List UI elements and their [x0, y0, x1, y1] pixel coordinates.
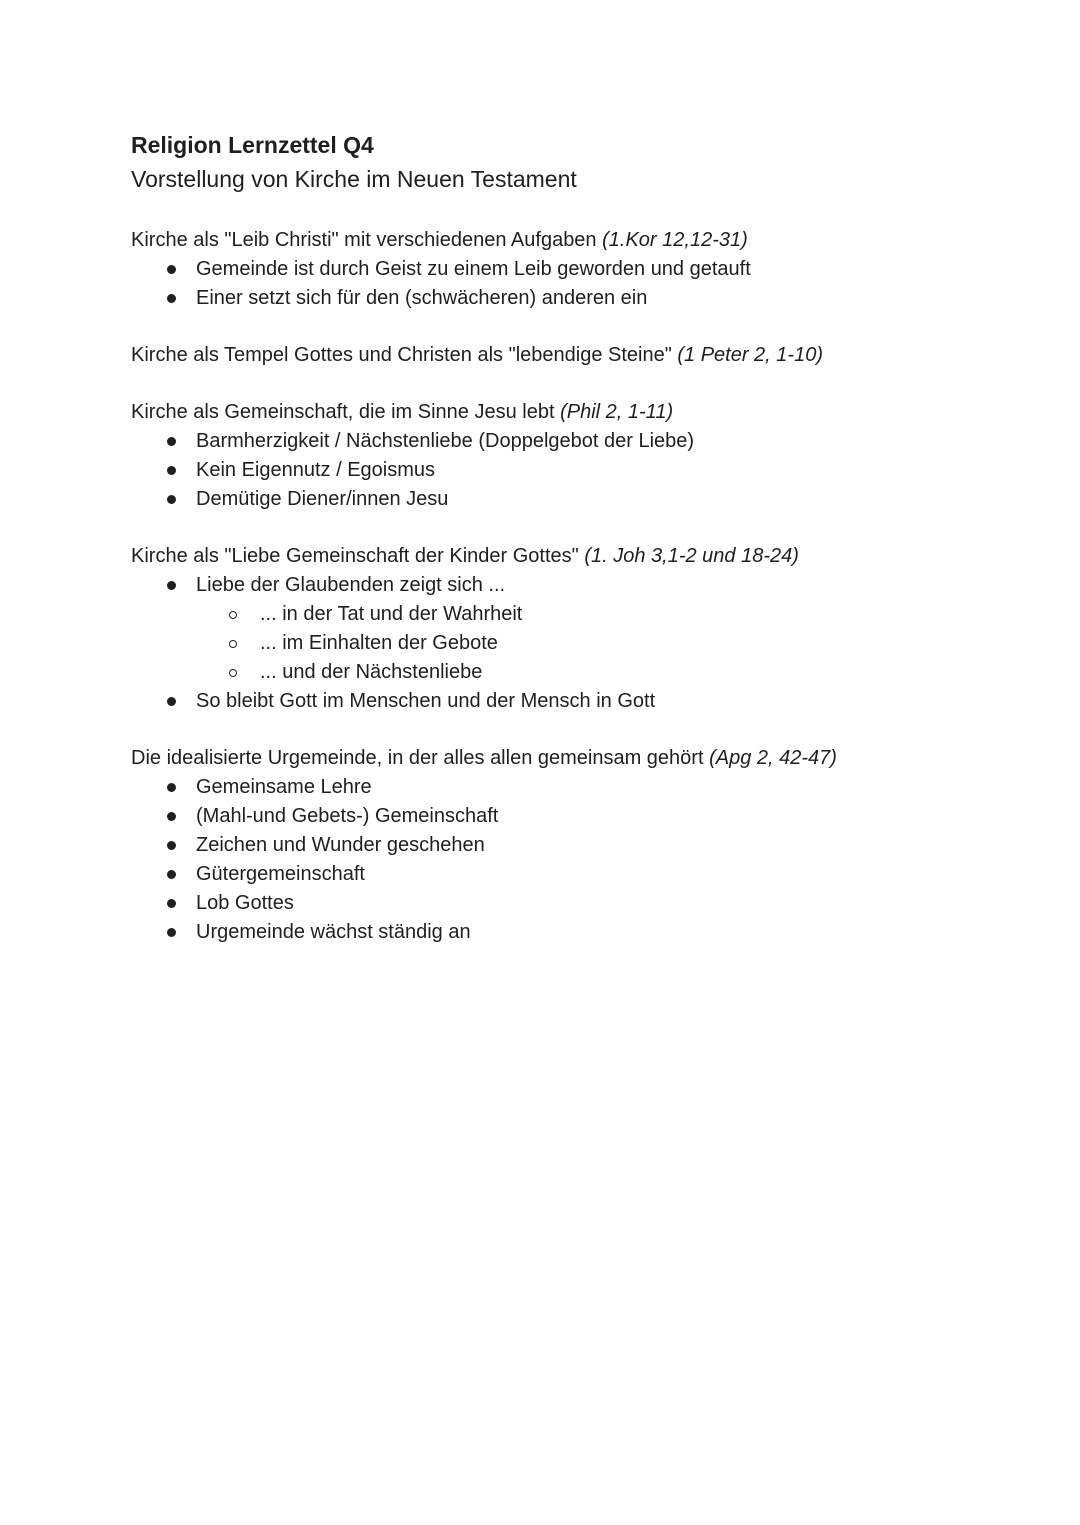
bullet-icon [167, 697, 176, 706]
bullet-list [131, 255, 991, 313]
section-tempel-gottes [131, 341, 991, 370]
bullet-icon [167, 495, 176, 504]
sub-list-item-text: ... und der Nächstenliebe [260, 661, 483, 683]
list-item-text: Einer setzt sich für den (schwächeren) anderen ein [196, 287, 648, 309]
bullet-icon [167, 783, 176, 792]
document-subtitle: Vorstellung von Kirche im Neuen Testament [131, 166, 577, 192]
list-item-text: Kein Eigennutz / Egoismus [196, 459, 436, 481]
sub-list-item [131, 629, 991, 658]
bullet-icon [167, 581, 176, 590]
bullet-icon [167, 437, 176, 446]
sub-list-item-text: ... im Einhalten der Gebote [260, 632, 498, 654]
list-item [131, 255, 991, 284]
bible-reference: (Apg 2, 42-47) [709, 747, 837, 769]
bullet-icon [167, 812, 176, 821]
heading-text: Kirche als "Liebe Gemeinschaft der Kinder Gottes" [131, 545, 585, 567]
bullet-icon [167, 265, 176, 274]
list-item-text: So bleibt Gott im Menschen und der Mensch in Gott [196, 690, 656, 712]
bullet-list [131, 571, 991, 600]
section-heading [131, 226, 991, 255]
heading-text: Kirche als "Leib Christi" mit verschiedenen Aufgaben [131, 229, 603, 251]
list-item-text: Liebe der Glaubenden zeigt sich ... [196, 574, 506, 596]
bullet-list [131, 773, 991, 947]
list-item [131, 571, 991, 600]
document-title: Religion Lernzettel Q4 [131, 132, 374, 158]
list-item [131, 427, 991, 456]
bible-reference: (1 Peter 2, 1-10) [677, 344, 823, 366]
sub-bullet-list [131, 600, 991, 687]
list-item-text: (Mahl-und Gebets-) Gemeinschaft [196, 805, 499, 827]
list-item [131, 831, 991, 860]
bullet-icon [167, 870, 176, 879]
heading-text: Kirche als Tempel Gottes und Christen als "lebendige Steine" [131, 344, 678, 366]
bullet-icon [167, 466, 176, 475]
list-item [131, 802, 991, 831]
list-item-text: Gemeinde ist durch Geist zu einem Leib geworden und getauft [196, 258, 751, 280]
section-leib-christi [131, 226, 991, 313]
bullet-list [131, 687, 991, 716]
list-item-text: Gütergemeinschaft [196, 863, 365, 885]
list-item-text: Lob Gottes [196, 892, 294, 914]
sub-list-item [131, 600, 991, 629]
bullet-icon [167, 899, 176, 908]
list-item-text: Zeichen und Wunder geschehen [196, 834, 485, 856]
bullet-icon [167, 841, 176, 850]
list-item [131, 773, 991, 802]
section-heading [131, 341, 991, 370]
heading-text: Die idealisierte Urgemeinde, in der alles allen gemeinsam gehört [131, 747, 710, 769]
list-item [131, 456, 991, 485]
list-item-text: Urgemeinde wächst ständig an [196, 921, 471, 943]
sub-list-item-text: ... in der Tat und der Wahrheit [260, 603, 523, 625]
section-heading [131, 398, 991, 427]
section-heading [131, 542, 991, 571]
bible-reference: (1. Joh 3,1-2 und 18-24) [584, 545, 799, 567]
list-item [131, 485, 991, 514]
bullet-icon [167, 294, 176, 303]
bullet-icon [167, 928, 176, 937]
section-kinder-gottes [131, 542, 991, 716]
list-item [131, 284, 991, 313]
hollow-bullet-icon [229, 640, 237, 648]
list-item [131, 889, 991, 918]
section-heading [131, 744, 991, 773]
section-urgemeinde [131, 744, 991, 947]
list-item [131, 860, 991, 889]
hollow-bullet-icon [229, 611, 237, 619]
document-page [131, 128, 991, 975]
list-item [131, 918, 991, 947]
list-item [131, 687, 991, 716]
hollow-bullet-icon [229, 669, 237, 677]
heading-text: Kirche als Gemeinschaft, die im Sinne Jesu lebt [131, 401, 561, 423]
bible-reference: (1.Kor 12,12-31) [602, 229, 748, 251]
sub-list-item [131, 658, 991, 687]
bible-reference: (Phil 2, 1-11) [560, 401, 674, 423]
list-item-text: Barmherzigkeit / Nächstenliebe (Doppelgebot der Liebe) [196, 430, 695, 452]
bullet-list [131, 427, 991, 514]
list-item-text: Gemeinsame Lehre [196, 776, 372, 798]
section-gemeinschaft-jesu [131, 398, 991, 514]
list-item-text: Demütige Diener/innen Jesu [196, 488, 449, 510]
